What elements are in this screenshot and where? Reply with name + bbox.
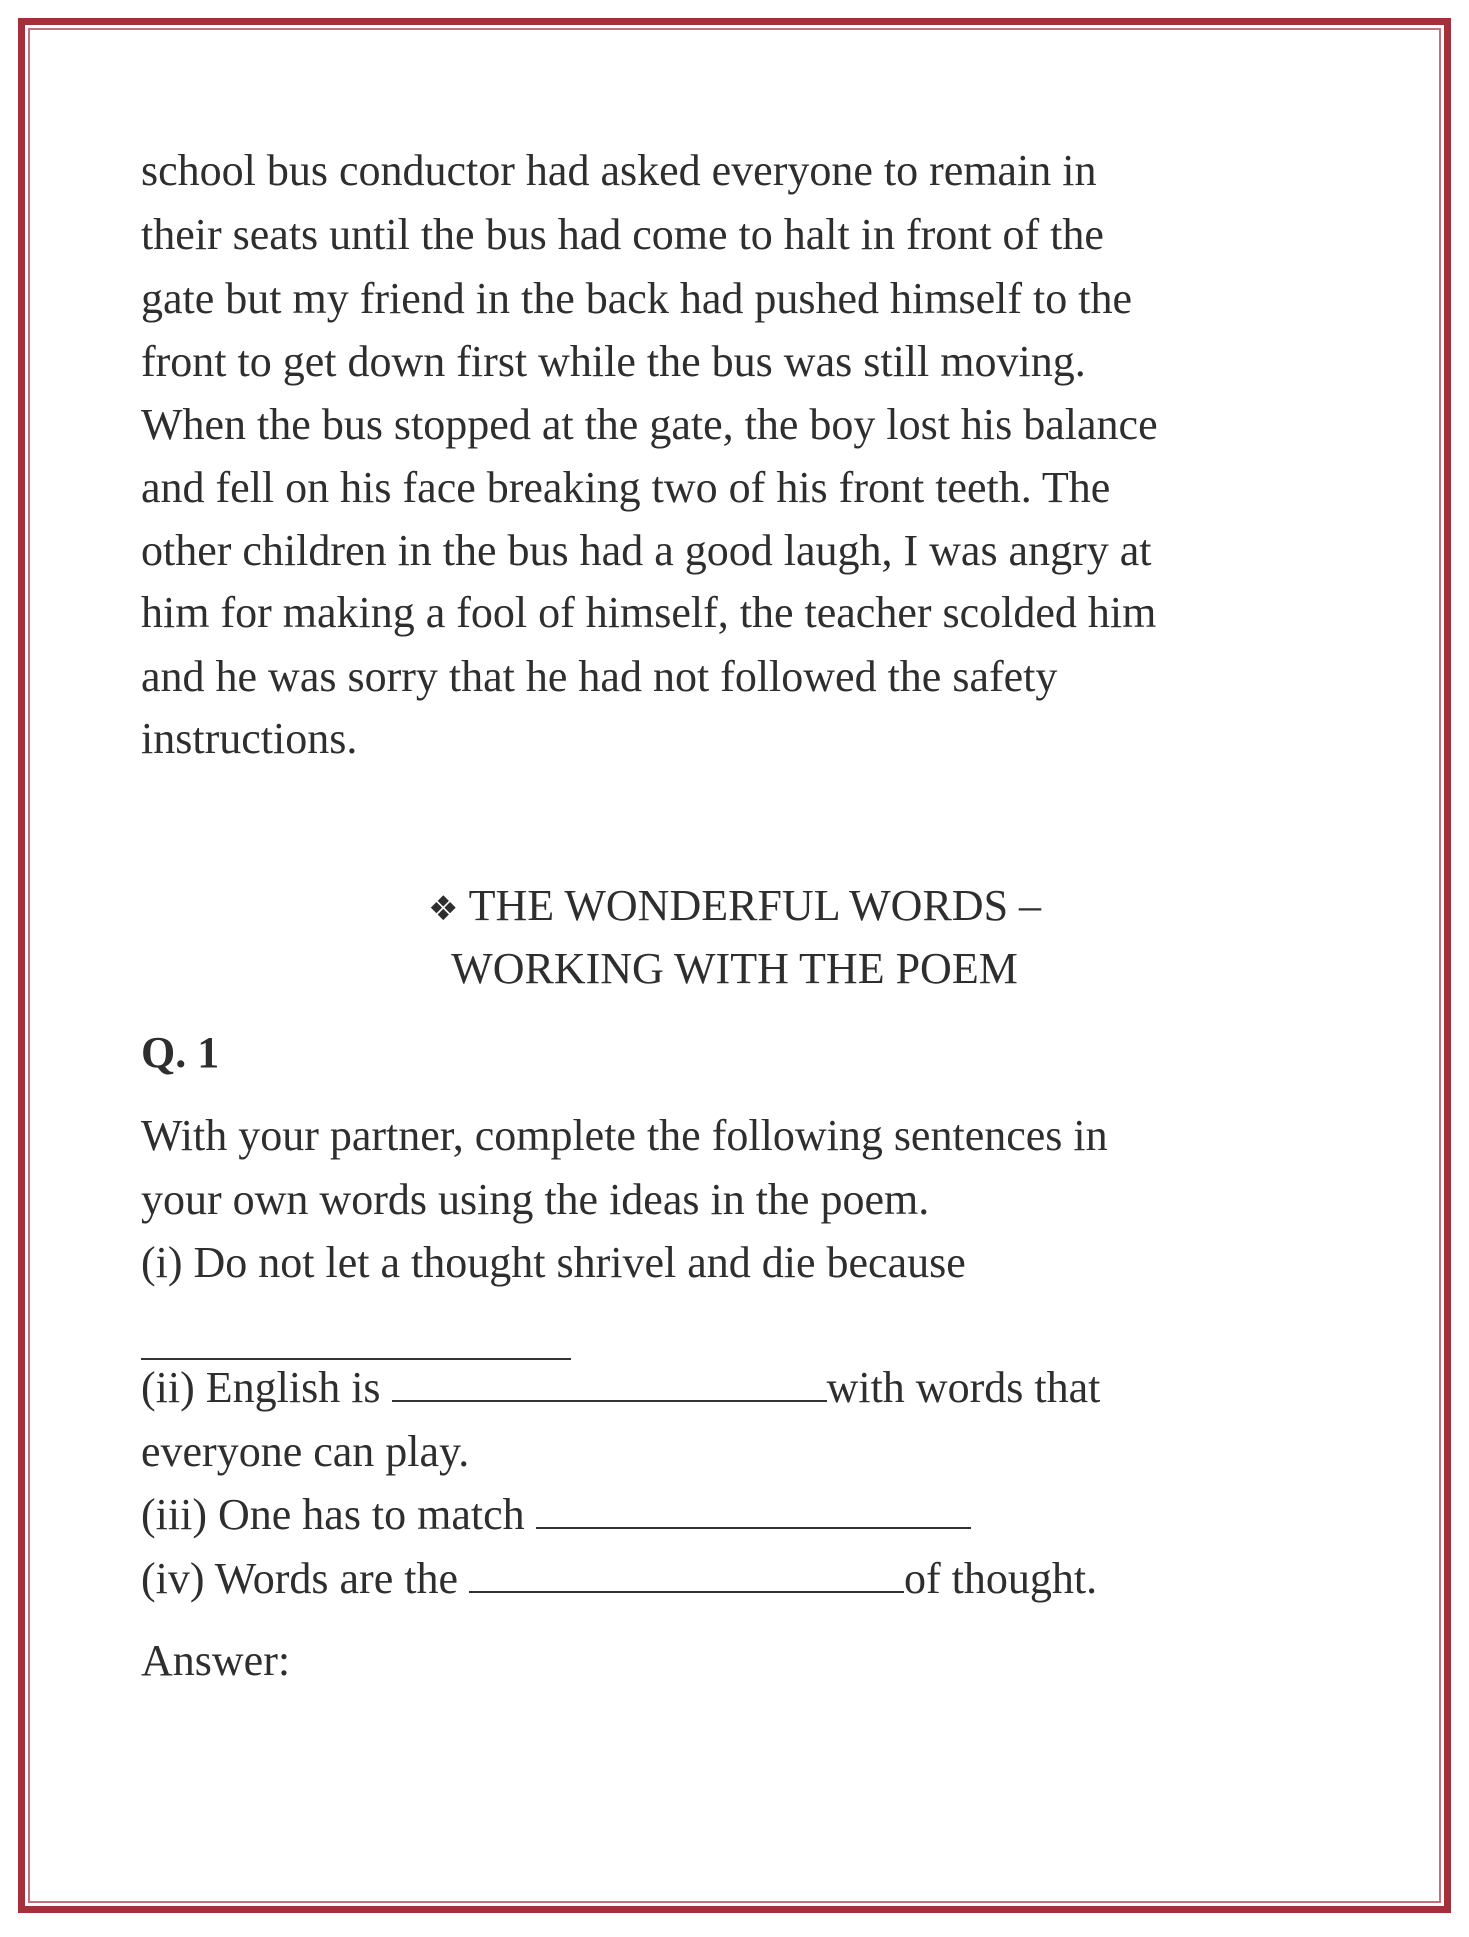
answer-label: Answer: — [141, 1636, 291, 1685]
heading-line-1: THE WONDERFUL WORDS – — [468, 881, 1042, 930]
diamond-bullet-icon: ❖ — [427, 889, 459, 929]
item-ii-cont: everyone can play. — [141, 1427, 470, 1476]
answer-blank[interactable] — [141, 1328, 571, 1360]
question-prompt: your own words using the ideas in the poem. — [141, 1175, 930, 1224]
passage-line: and fell on his face breaking two of his front teeth. The — [141, 463, 1111, 512]
item-i: (i) Do not let a thought shrivel and die because — [141, 1238, 966, 1287]
passage-line: their seats until the bus had come to halt in front of the — [141, 210, 1104, 259]
question-prompt: With your partner, complete the following sentences in — [141, 1111, 1108, 1160]
answer-blank[interactable] — [469, 1561, 904, 1593]
answer-blank[interactable] — [392, 1370, 827, 1402]
passage-line: gate but my friend in the back had pushed himself to the — [141, 274, 1132, 323]
question-number: Q. 1 — [141, 1028, 220, 1077]
item-ii: (ii) English is with words that — [141, 1363, 1101, 1412]
passage-line: and he was sorry that he had not followed the safety — [141, 652, 1058, 701]
item-iii: (iii) One has to match — [141, 1490, 971, 1540]
passage-line: front to get down first while the bus was still moving. — [141, 337, 1086, 386]
heading-line-2: WORKING WITH THE POEM — [451, 944, 1018, 993]
passage-line: When the bus stopped at the gate, the boy lost his balance — [141, 400, 1158, 449]
item-iv: (iv) Words are the of thought. — [141, 1554, 1098, 1603]
passage-line: instructions. — [141, 714, 358, 763]
passage-line: other children in the bus had a good laugh, I was angry at — [141, 526, 1152, 575]
answer-blank[interactable] — [536, 1497, 971, 1529]
passage-line: him for making a fool of himself, the teacher scolded him — [141, 588, 1157, 637]
passage-line: school bus conductor had asked everyone to remain in — [141, 146, 1097, 195]
